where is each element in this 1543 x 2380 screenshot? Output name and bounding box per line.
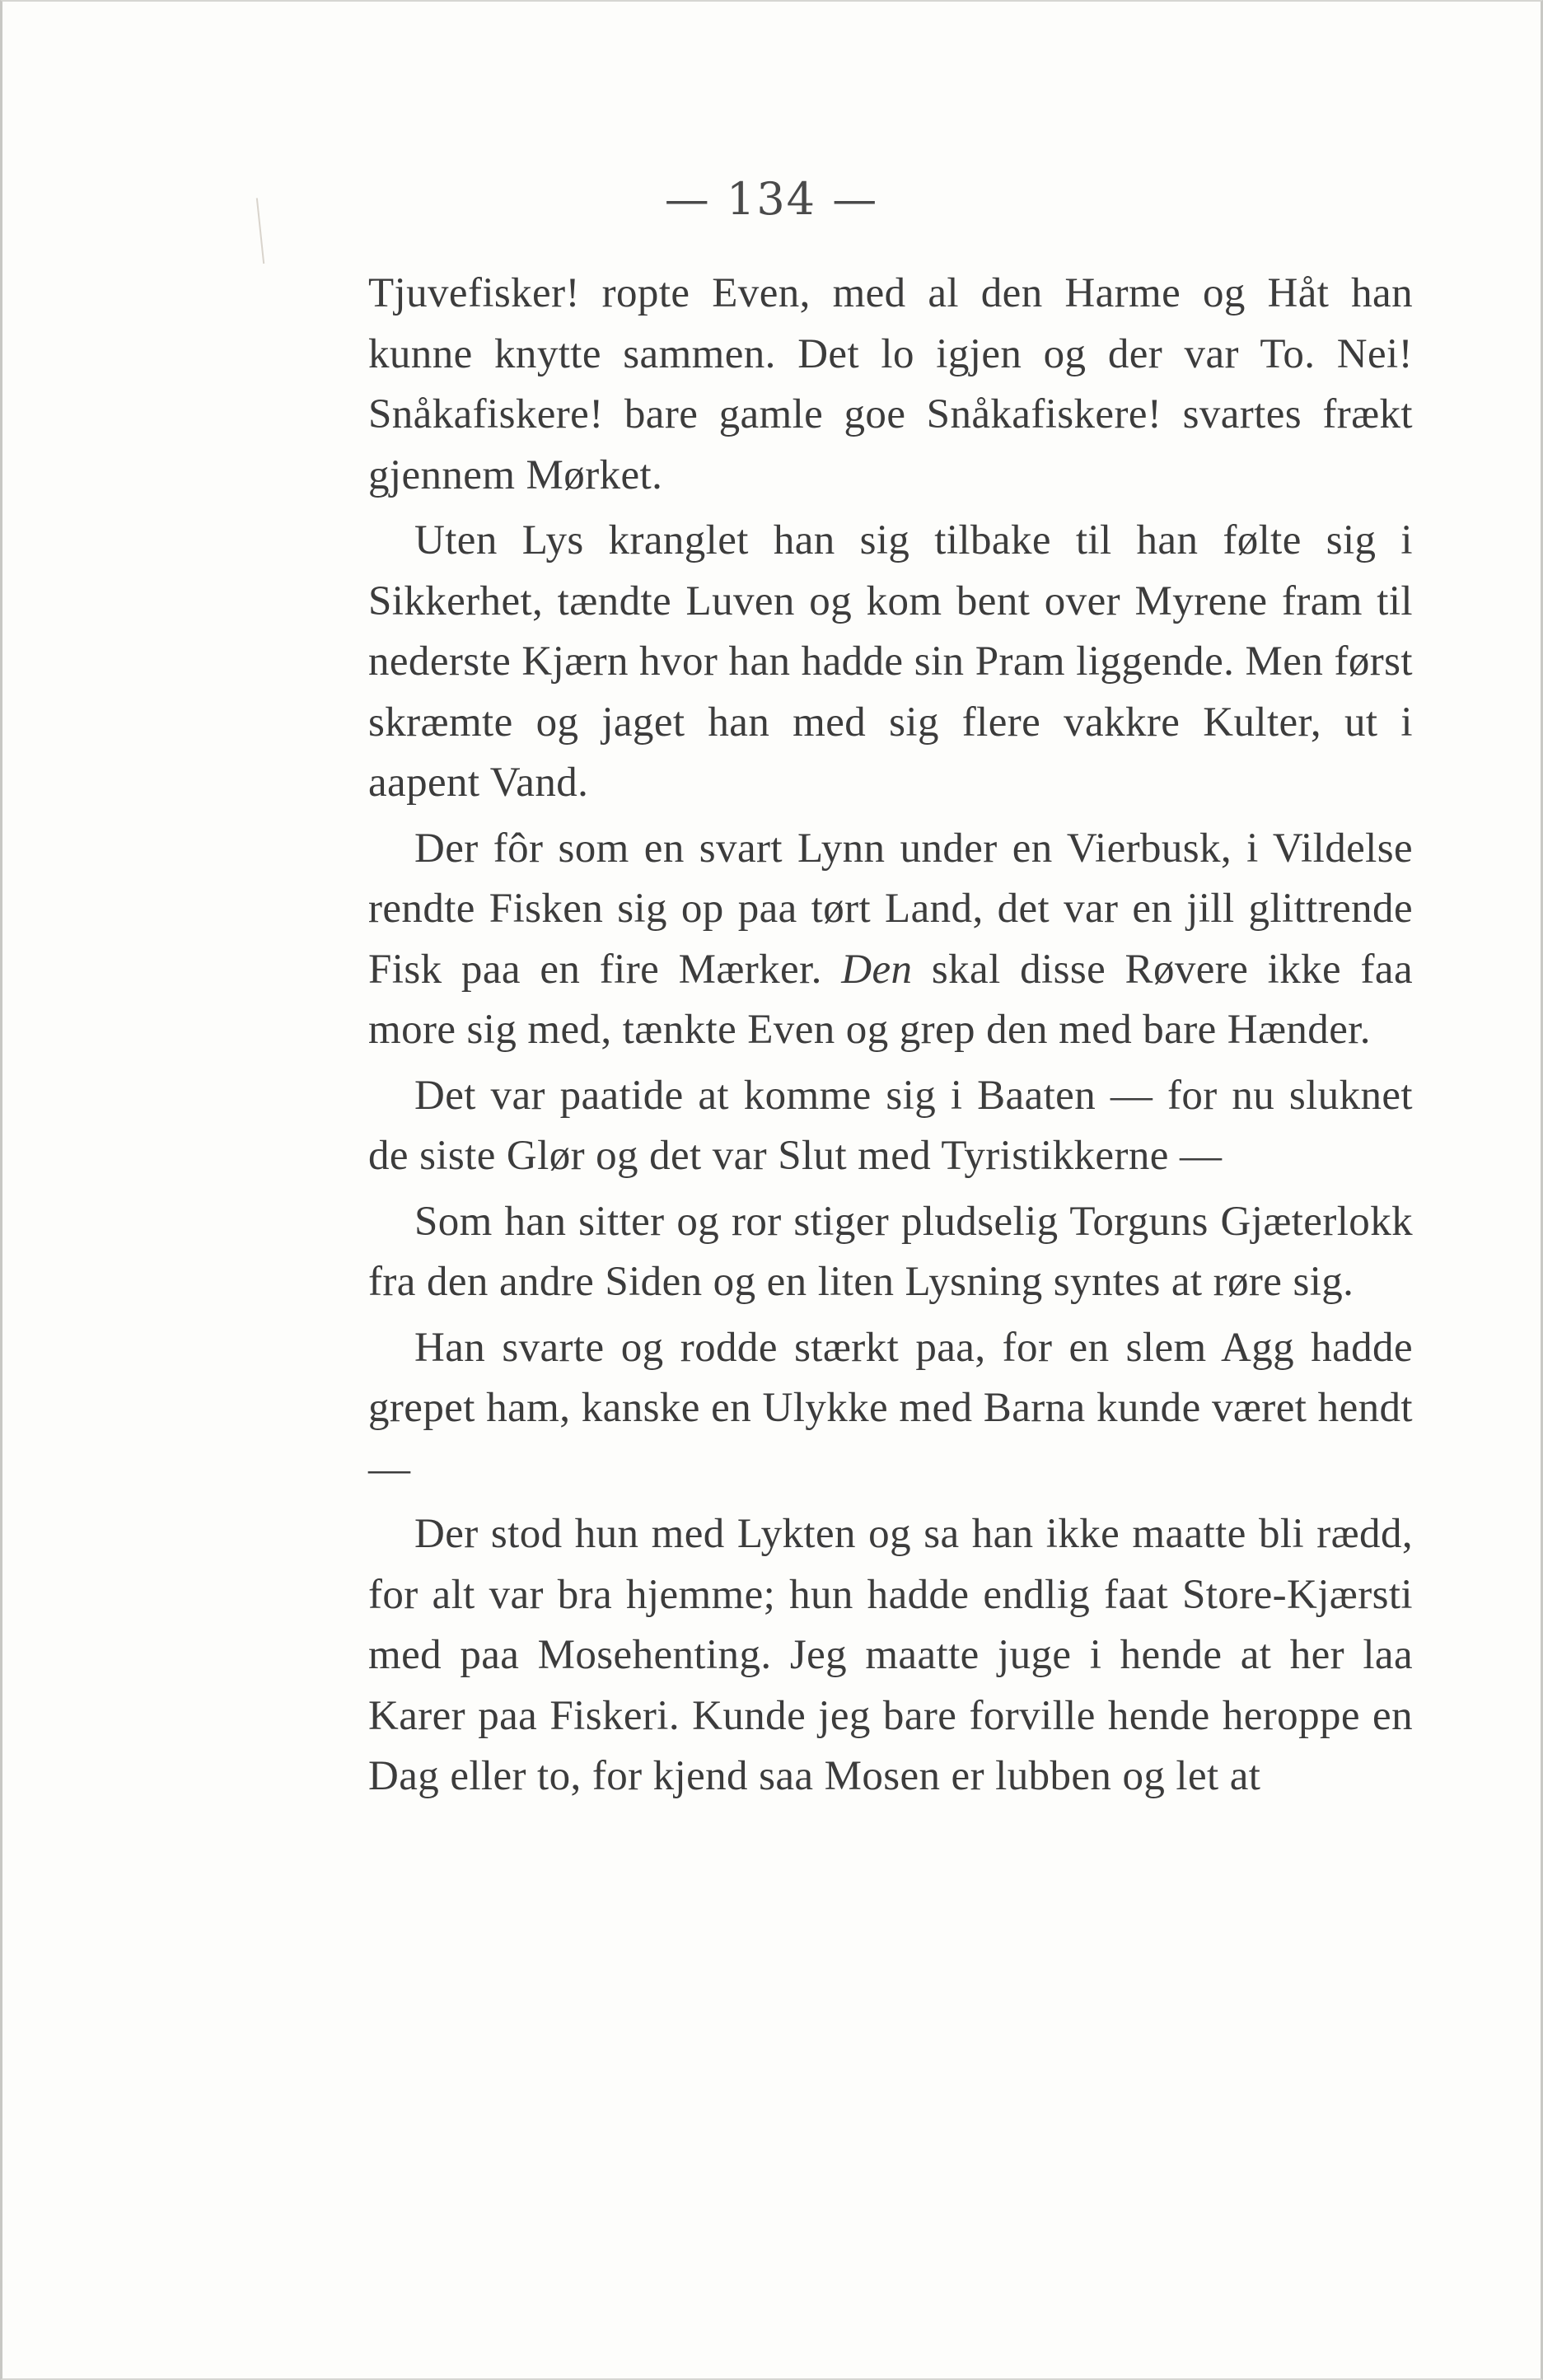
- paragraph-3-text: Der fôr som en svart Lynn under en Vierbusk, i Vildelse rendte Fisken sig op paa tørt Land, det var en jill glittrende Fisk paa en fire Mærker.: [368, 825, 1413, 993]
- italic-word: Den: [841, 946, 913, 993]
- paragraph-1: Tjuvefisker! ropte Even, med al den Harme og Håt han kunne knytte sammen. Det lo igjen og der var To. Nei! Snåkafiskere! bare gamle goe Snåkafiskere! svartes frækt gjennem Mørket.: [368, 270, 1413, 498]
- paragraph-5: Som han sitter og ror stiger pludselig Torguns Gjæterlokk fra den andre Siden og en liten Lysning syntes at røre sig.: [368, 1198, 1413, 1305]
- paragraph-6: Han svarte og rodde stærkt paa, for en slem Agg hadde grepet ham, kanske en Ulykke med Barna kunde været hendt —: [368, 1324, 1413, 1492]
- page-number: — 134 —: [664, 173, 879, 225]
- body-text: [368, 264, 1413, 1812]
- paragraph-3-rest: skal disse Røvere ikke faa more sig med, tænkte Even og grep den med bare Hænder.: [368, 946, 1413, 1053]
- paragraph-2: Uten Lys kranglet han sig tilbake til han følte sig i Sikkerhet, tændte Luven og kom bent over Myrene fram til nederste Kjærn hvor han hadde sin Pram liggende. Men først skræmte og jaget han med sig flere vakkre Kulter, ut i aapent Vand.: [368, 517, 1413, 806]
- paragraph-4: Det var paatide at komme sig i Baaten — for nu sluknet de siste Glør og det var Slut med Tyristikkerne —: [368, 1072, 1413, 1179]
- paragraph-3: [368, 819, 1413, 1061]
- paragraph-7: Der stod hun med Lykten og sa han ikke maatte bli rædd, for alt var bra hjemme; hun hadde endlig faat Store-Kjærsti med paa Mosehenting. Jeg maatte juge i hende at her laa Karer paa Fiskeri. Kunde jeg bare forville hende heroppe en Dag eller to, for kjend saa Mosen er lubben og let at: [368, 1511, 1413, 1799]
